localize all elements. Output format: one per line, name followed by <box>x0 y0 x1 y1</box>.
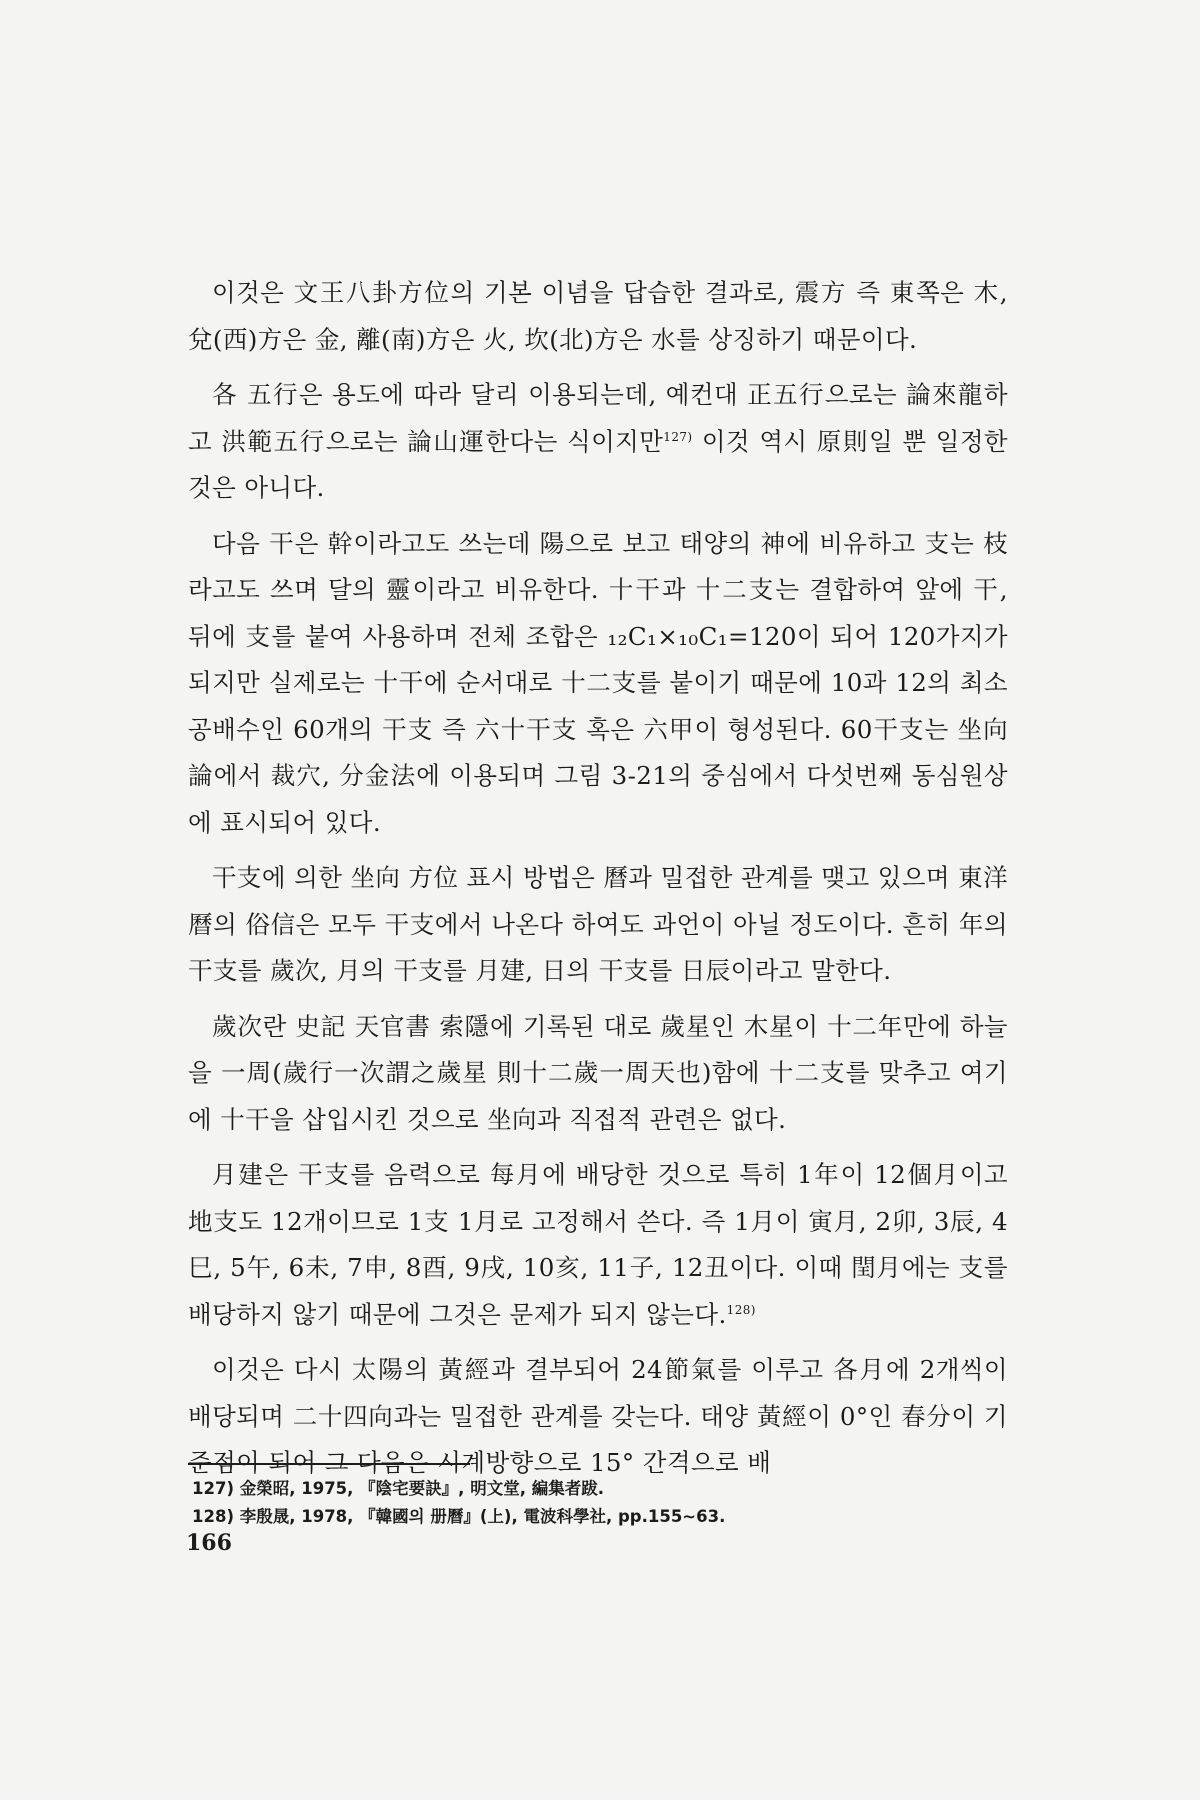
paragraph-1-text: 이것은 文王八卦方位의 기본 이념을 답습한 결과로, 震方 즉 東쪽은 木, 兌(西)方은 金, 離(南)方은 火, 坎(北)方은 水를 상징하기 때문이다. <box>188 278 1008 354</box>
footnote-divider <box>188 1463 470 1465</box>
paragraph-2-text-after: 이것 역시 原則일 뿐 일정한 것은 아니다. <box>188 426 1008 502</box>
paragraph-4-text: 干支에 의한 坐向 方位 표시 방법은 曆과 밀접한 관계를 맺고 있으며 東洋曆의 俗信은 모두 干支에서 나온다 하여도 과언이 아닐 정도이다. 흔히 年의 干支를 歲次, 月의 干支를 月建, 日의 干支를 日辰이라고 말한다. <box>188 863 1008 985</box>
paragraph-6 <box>188 1152 1008 1338</box>
footnote-ref-127: 127) <box>663 429 693 444</box>
paragraph-7 <box>188 1347 1008 1487</box>
footnotes <box>192 1475 1012 1531</box>
paragraph-4 <box>188 855 1008 995</box>
paragraph-3 <box>188 521 1008 847</box>
footnote-127: 127) 金榮昭, 1975, 『陰宅要訣』, 明文堂, 編集者跋. <box>192 1479 604 1498</box>
footnote-128: 128) 李殷晟, 1978, 『韓國의 册曆』(上), 電波科學社, pp.155∼63. <box>192 1507 726 1526</box>
paragraph-2 <box>188 372 1008 512</box>
paragraph-1 <box>188 270 1008 363</box>
body-text <box>188 270 1008 1496</box>
paragraph-2-text: 各 五行은 용도에 따라 달리 이용되는데, 예컨대 正五行으로는 論來龍하고 洪範五行으로는 論山運한다는 식이지만 <box>188 380 1008 456</box>
paragraph-3-text: 다음 干은 幹이라고도 쓰는데 陽으로 보고 태양의 神에 비유하고 支는 枝라고도 쓰며 달의 靈이라고 비유한다. 十干과 十二支는 결합하여 앞에 干, 뒤에 支를 붙여 사용하며 전체 조합은 ₁₂C₁×₁₀C₁=120이 되어 120가지가 되지만 실제로는 十干에 순서대로 十二支를 붙이기 때문에 10과 12의 최소공배수인 60개의 干支 즉 六十干支 혹은 六甲이 형성된다. 60干支는 坐向論에서 裁穴, 分金法에 이용되며 그림 3-21의 중심에서 다섯번째 동심원상에 표시되어 있다. <box>188 528 1008 837</box>
page-number: 166 <box>186 1530 232 1556</box>
footnote-ref-128: 128) <box>726 1302 756 1317</box>
paragraph-5-text: 歲次란 史記 天官書 索隱에 기록된 대로 歲星인 木星이 十二年만에 하늘을 一周(歲行一次謂之歲星 則十二歲一周天也)함에 十二支를 맞추고 여기에 十干을 삽입시킨 것으로 坐向과 직접적 관련은 없다. <box>188 1011 1008 1134</box>
paragraph-6-text: 月建은 干支를 음력으로 每月에 배당한 것으로 특히 1年이 12個月이고 地支도 12개이므로 1支 1月로 고정해서 쓴다. 즉 1月이 寅月, 2卯, 3辰, 4巳, 5午, 6未, 7申, 8酉, 9戌, 10亥, 11子, 12丑이다. 이때 閏月에는 支를 배당하지 않기 때문에 그것은 문제가 되지 않는다. <box>188 1160 1008 1329</box>
paragraph-7-text: 이것은 다시 太陽의 黃經과 결부되어 24節氣를 이루고 各月에 2개씩이 배당되며 二十四向과는 밀접한 관계를 갖는다. 태양 黃經이 0°인 春分이 기준점이 되어 그 다음은 시계방향으로 15° 간격으로 배 <box>188 1355 1008 1477</box>
paragraph-5 <box>188 1004 1008 1144</box>
